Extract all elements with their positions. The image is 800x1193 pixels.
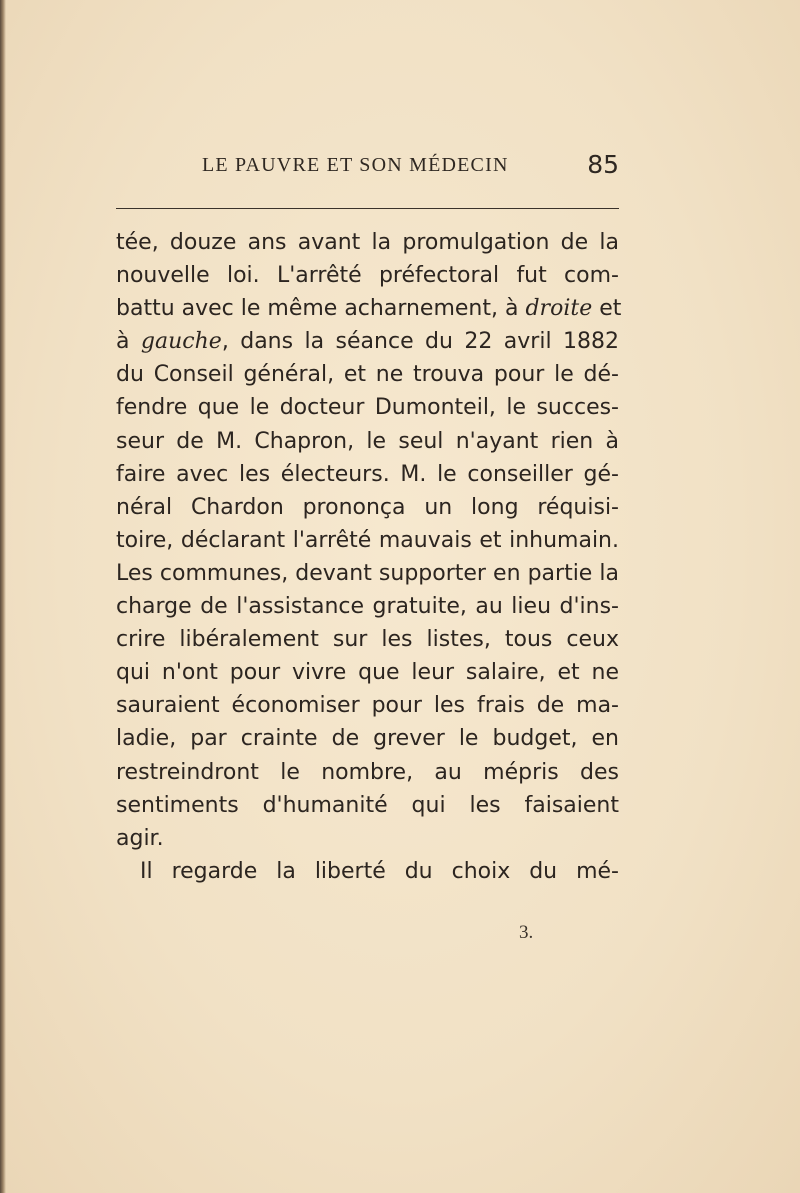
text-line <box>116 259 619 292</box>
text-segment: néral Chardon prononça un long réquisi- <box>116 494 619 520</box>
text-line <box>116 391 619 424</box>
text-line <box>116 292 622 325</box>
text-segment: sentiments d'humanité qui les faisaient <box>116 792 619 818</box>
header-rule <box>116 208 619 209</box>
running-title: LE PAUVRE ET SON MÉDECIN <box>202 154 509 176</box>
text-segment: charge de l'assistance gratuite, au lieu d'ins- <box>116 594 619 620</box>
text-line <box>116 358 619 391</box>
text-segment: qui n'ont pour vivre que leur salaire, et ne <box>116 660 619 686</box>
text-line <box>116 590 619 623</box>
text-segment: toire, déclarant l'arrêté mauvais et inhumain. <box>116 527 619 553</box>
text-segment: restreindront le nombre, au mépris des <box>116 759 619 785</box>
italic-text: gauche <box>140 329 222 355</box>
text-segment: crire libéralement sur les listes, tous ceux <box>116 627 619 653</box>
text-segment: seur de M. Chapron, le seul n'ayant rien à <box>116 428 619 454</box>
text-segment: du Conseil général, et ne trouva pour le dé- <box>116 362 619 388</box>
text-segment: nouvelle loi. L'arrêté préfectoral fut com- <box>116 263 619 289</box>
text-segment: faire avec les électeurs. M. le conseiller gé- <box>116 461 619 487</box>
text-segment: et <box>592 296 622 322</box>
page-number: 85 <box>587 150 619 179</box>
body-text <box>116 226 622 888</box>
text-line <box>116 458 619 491</box>
text-line <box>116 656 619 689</box>
signature-mark: 3. <box>519 922 534 943</box>
text-line <box>116 325 619 358</box>
text-line <box>116 226 619 259</box>
text-line <box>116 756 619 789</box>
text-line <box>116 425 619 458</box>
text-segment: sauraient économiser pour les frais de ma- <box>116 693 619 719</box>
page-binding-edge <box>0 0 6 1193</box>
text-segment: tée, douze ans avant la promulgation de la <box>116 230 619 255</box>
text-line <box>116 789 619 822</box>
text-segment: à <box>116 329 141 355</box>
text-segment: Il regarde la liberté du choix du mé- <box>140 858 619 884</box>
text-segment: battu avec le même acharnement, à <box>116 296 526 322</box>
text-segment: fendre que le docteur Dumonteil, le succes- <box>116 395 619 421</box>
text-line <box>116 557 619 590</box>
text-line <box>116 822 619 855</box>
text-line <box>116 491 619 524</box>
text-line <box>116 524 619 557</box>
text-line <box>116 722 619 755</box>
text-segment: agir. <box>116 825 164 851</box>
text-line <box>116 855 619 888</box>
page-header <box>116 150 619 186</box>
italic-text: droite <box>525 296 593 322</box>
text-line <box>116 689 619 722</box>
text-line <box>116 623 619 656</box>
text-segment: , dans la séance du 22 avril 1882 <box>221 329 619 355</box>
text-segment: Les communes, devant supporter en partie la <box>116 560 619 586</box>
text-segment: ladie, par crainte de grever le budget, en <box>116 726 619 752</box>
